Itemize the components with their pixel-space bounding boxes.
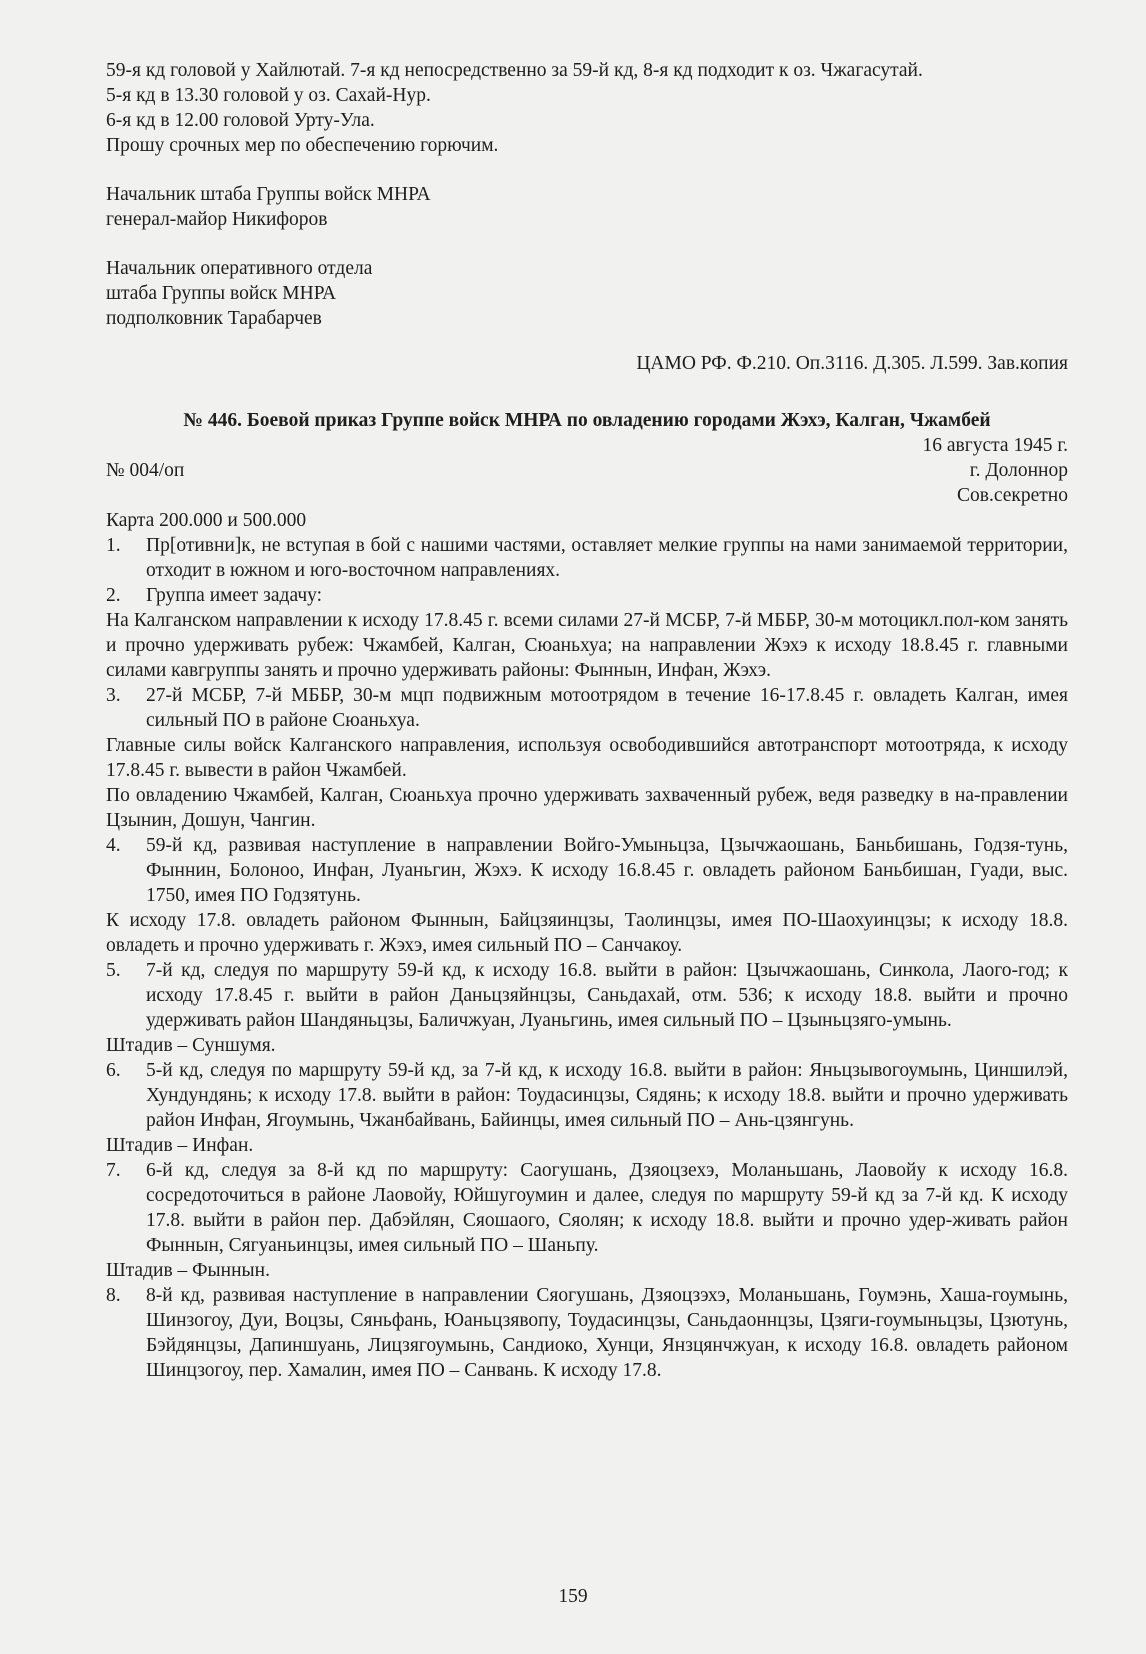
- item-number: 1.: [106, 535, 121, 556]
- document-place: г. Долоннор: [969, 460, 1068, 481]
- order-item: [106, 1158, 1068, 1258]
- item-text: 8-й кд, развивая наступление в направлении Сяогушань, Дзяоцзэхэ, Моланьшань, Гоумэнь, Хаша-гоумынь, Шинзогоу, Дуи, Воцзы, Сяньфань, Юаньцзявопу, Тоудасинцзы, Саньдаоннцзы, Цзяги-гоумыньцзы, Цзютунь, Бэйдянцзы, Дапиншуань, Лицзягоумынь, Сандиоко, Хунци, Янзцянчжуан, к исходу 16.8. овладеть районом Шинцзогоу, пер. Хамалин, имея ПО – Санвань. К исходу 17.8.: [146, 1285, 1068, 1381]
- item-number: 2.: [106, 585, 121, 606]
- order-item: [106, 958, 1068, 1033]
- item-number: 7.: [106, 1160, 121, 1181]
- item-text: 27-й МСБР, 7-й МББР, 30-м мцп подвижным мотоотрядом в течение 16-17.8.45 г. овладеть Калган, имея сильный ПО в районе Сюаньхуа.: [146, 685, 1068, 731]
- item-text: 59-й кд, развивая наступление в направлении Войго-Умыньцза, Цзычжаошань, Баньбишань, Годзя-тунь, Фыннин, Болоноо, Инфан, Луаньгин, Жэхэ. К исходу 16.8.45 г. овладеть районом Баньбишан, Гуади, выс. 1750, имея ПО Годзятунь.: [146, 835, 1068, 906]
- archive-reference: ЦАМО РФ. Ф.210. Оп.3116. Д.305. Л.599. Зав.копия: [636, 353, 1068, 374]
- map-line: Карта 200.000 и 500.000: [106, 510, 307, 531]
- paragraph: Штадив – Инфан.: [106, 1135, 254, 1156]
- signature-line: Начальник оперативного отдела: [106, 258, 373, 279]
- item-number: 5.: [106, 960, 121, 981]
- order-item: [106, 1283, 1068, 1383]
- document-date: 16 августа 1945 г.: [922, 435, 1068, 456]
- item-text: 7-й кд, следуя по маршруту 59-й кд, к исходу 16.8. выйти в район: Цзычжаошань, Синкола, Лаого-год; к исходу 17.8.45 г. выйти в район Даньцзяйнцзы, Саньдахай, отм. 536; к исходу 18.8. выйти и прочно удерживать район Шандяньцзы, Баличжуан, Луаньгинь, имея сильный ПО – Цзыньцзяго-умынь.: [146, 960, 1068, 1031]
- document-title: № 446. Боевой приказ Группе войск МНРА по овладению городами Жэхэ, Калган, Чжамбей: [183, 410, 991, 431]
- paragraph: Главные силы войск Калганского направления, используя освободившийся автотранспорт мотоотряда, к исходу 17.8.45 г. вывести в район Чжамбей.: [106, 735, 1068, 781]
- item-text: Пр[отивни]к, не вступая в бой с нашими частями, оставляет мелкие группы на нами занимаемой территории, отходит в южном и юго-восточном направлениях.: [146, 535, 1068, 581]
- order-item: [106, 1058, 1068, 1133]
- paragraph: К исходу 17.8. овладеть районом Фыннын, Байцзяинцзы, Таолинцзы, имея ПО-Шаохуинцзы; к исходу 18.8. овладеть и прочно удерживать г. Жэхэ, имея сильный ПО – Санчакоу.: [106, 910, 1068, 956]
- item-text: 6-й кд, следуя за 8-й кд по маршруту: Саогушань, Дзяоцзехэ, Моланьшань, Лаовойу к исходу 16.8. сосредоточиться в районе Лаовойу, Юйшугоумин и далее, следуя по маршруту 59-й кд за 7-й кд. К исходу 17.8. выйти в район пер. Дабэйлян, Сяошаого, Сяолян; к исходу 18.8. выйти и прочно удер-живать район Фыннын, Сягуаньинцзы, имея сильный ПО – Шаньпу.: [146, 1160, 1068, 1256]
- document-number: № 004/оп: [106, 460, 185, 481]
- page-content: [106, 58, 1068, 1383]
- page-number: 159: [558, 1586, 588, 1607]
- item-number: 4.: [106, 835, 121, 856]
- signature-line: генерал-майор Никифоров: [106, 209, 328, 230]
- signature-line: Начальник штаба Группы войск МНРА: [106, 184, 431, 205]
- document-number-row: [106, 458, 1068, 483]
- paragraph: На Калганском направлении к исходу 17.8.45 г. всеми силами 27-й МСБР, 7-й МББР, 30-м мотоцикл.пол-ком занять и прочно удерживать рубеж: Чжамбей, Калган, Сюаньхуа; на направлении Жэхэ к исходу 18.8.45 г. главными силами кавгруппы занять и прочно удерживать районы: Фыннын, Инфан, Жэхэ.: [106, 610, 1068, 681]
- text-line: 5-я кд в 13.30 головой у оз. Сахай-Нур.: [106, 85, 431, 106]
- item-number: 3.: [106, 685, 121, 706]
- item-number: 8.: [106, 1285, 121, 1306]
- item-text: Группа имеет задачу:: [146, 585, 323, 606]
- order-item: [106, 683, 1068, 733]
- secrecy-stamp: Сов.секретно: [957, 485, 1068, 506]
- text-line: 6-я кд в 12.00 головой Урту-Ула.: [106, 110, 375, 131]
- order-item: [106, 833, 1068, 908]
- paragraph: Штадив – Суншумя.: [106, 1035, 276, 1056]
- order-item: [106, 583, 1068, 608]
- paragraph: Штадив – Фыннын.: [106, 1260, 270, 1281]
- item-text: 5-й кд, следуя по маршруту 59-й кд, за 7-й кд, к исходу 16.8. выйти в район: Яньцзывогоумынь, Циншилэй, Хундундянь; к исходу 17.8. выйти в район: Тоудасинцзы, Сядянь; к исходу 18.8. выйти и прочно удерживать район Инфан, Ягоумынь, Чжанбайвань, Байинцы, имея сильный ПО – Ань-цзянгунь.: [146, 1060, 1068, 1131]
- text-line: 59-я кд головой у Хайлютай. 7-я кд непосредственно за 59-й кд, 8-я кд подходит к оз. Чжагасутай.: [106, 60, 923, 81]
- paragraph: По овладению Чжамбей, Калган, Сюаньхуа прочно удерживать захваченный рубеж, ведя разведку в на-правлении Цзынин, Дошун, Чангин.: [106, 785, 1068, 831]
- signature-line: подполковник Тарабарчев: [106, 308, 322, 329]
- item-number: 6.: [106, 1060, 121, 1081]
- order-item: [106, 533, 1068, 583]
- text-line: Прошу срочных мер по обеспечению горючим.: [106, 135, 499, 156]
- signature-line: штаба Группы войск МНРА: [106, 283, 337, 304]
